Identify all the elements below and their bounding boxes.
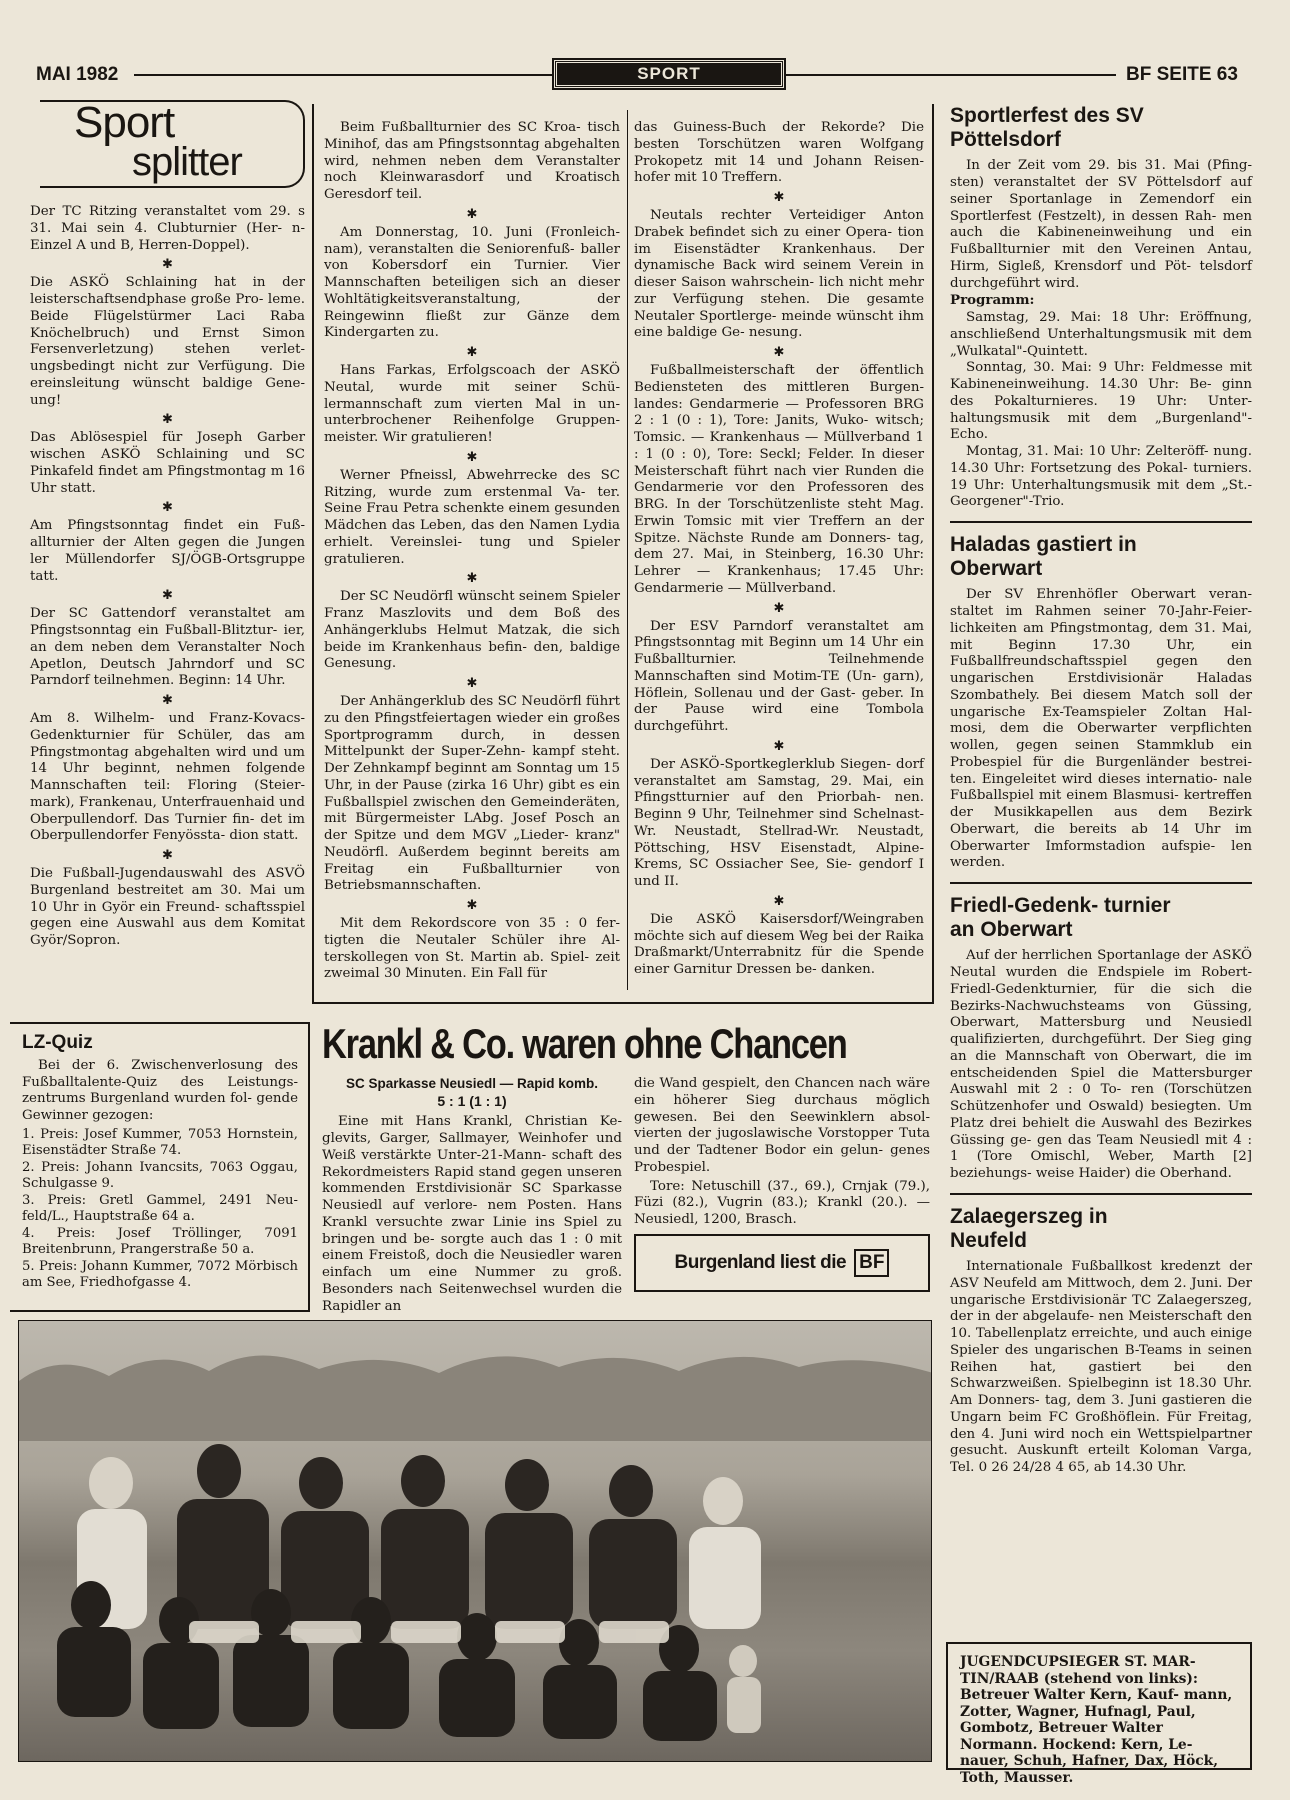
separator-star: ✱ — [162, 412, 173, 428]
friedl-text: Auf der herrlichen Sportanlage der ASKÖ Neutal wurden die Endspiele im Robert-Friedl-Gedenkturnier, für die sich die Bezirks-Nachwuchsteams von Güssing, Oberwart, Mattersburg und Neusiedl qualifizierten, durchgeführt. Der Sieg ging an die Mannschaft von Oberwart, die im entscheidenden Spiel die Mattersburger Auswahl mit 2 : 0 To- ren (Torschützen Schützenhofer und Oswald) besiegten. Um Platz drei behielt die Auswahl des Bezirkes Güssing ge- gen das Team Neusiedl mit 4 : 1 (Tore Omischl, Weber, Marth [2] beziehungs- weise Haider) die Oberhand. — [950, 948, 1252, 1182]
separator-star: ✱ — [773, 190, 785, 205]
sportlerfest-intro: In der Zeit vom 29. bis 31. Mai (Pfing- sten) veranstaltet der SV Pöttelsdorf auf seiner Sportanlage in Zemendorf ein Sportlerfest (Festzelt), in dessen Rah- men auch die Kabineneinweihung und ein Fußballturnier mit den Vereinen Antau, Hirm, Sigleß, Krensdorf und Pöt- telsdorf durchgeführt wird. — [950, 158, 1252, 291]
krankl-article — [322, 1020, 934, 1320]
brief-item: das Guiness-Buch der Rekorde? Die besten Torschützen waren Wolfgang Prokopetz mit 14 und Johann Reisen- hofer mit 10 Treffern. — [634, 120, 924, 186]
friedl-headline: Friedl-Gedenk- turnier an Oberwart — [950, 894, 1171, 942]
bf-advert[interactable] — [634, 1234, 930, 1292]
brief-item: Der ASKÖ-Sportkeglerklub Siegen- dorf veranstaltet am Samstag, 29. Mai, ein Pfingstturnier auf den Priorbah- nen. Beginn 9 Uhr, Teilnehmer sind Schelnast-Wr. Neustadt, Stellrad-Wr. Neustadt, Pöttsching, HSV Eisenstadt, Alpine-Krems, SC Ossiacher See, Sie- gendorf I und II. — [634, 756, 924, 889]
separator-star: ✱ — [773, 600, 785, 616]
splitter-item: Die ASKÖ Schlaining hat in der leisterschaftsendphase große Pro- leme. Beide Flügelstürmer Laci Raba Knöchelbruch) und Ernst Simon Fersenverletzung) stehen verlet- ungsbedingt nicht zur Verfügung. Die ereinsleitung wünscht baldige Gene- ung! — [30, 275, 305, 408]
krankl-col1 — [322, 1076, 622, 1317]
team-photo-graphic — [19, 1321, 932, 1762]
splitter-item: Der TC Ritzing veranstaltet vom 29. s 31. Mai sein 4. Clubturnier (Her- n-Einzel A und B, Herren-Doppel). — [30, 204, 305, 253]
brief-item: Neutals rechter Verteidiger Anton Drabek befindet sich zu einer Opera- tion im Eisenstädter Krankenhaus. Der dynamische Back wird seinem Verein in dieser Saison wahrschein- lich nicht mehr zur Verfügung stehen. Die gesamte Neutaler Sportlerge- meinde wünscht ihm eine baldige Ge- nesung. — [634, 208, 924, 341]
krankl-score: 5 : 1 (1 : 1) — [437, 1092, 507, 1109]
splitter-item: Am Pfingstsonntag findet ein Fuß- allturnier der Alten gegen die Jungen ler Müllendorfer SJ/ÖGB-Ortsgruppe tatt. — [30, 518, 305, 584]
separator-star: ✱ — [162, 257, 173, 273]
separator-star: ✱ — [466, 571, 478, 587]
header-rule-left — [134, 74, 554, 76]
separator-star: ✱ — [466, 898, 478, 913]
separator-star: ✱ — [162, 848, 173, 863]
brief-item: Der Anhängerklub des SC Neudörfl führt zu den Pfingstfeiertagen wieder ein großes Sportprogramm durch, in dessen Mittelpunkt der Super-Zehn- kampf steht. Der Zehnkampf beginnt am Sonntag um 15 Uhr, in der Pause (zirka 16 Uhr) gibt es ein Fußballspiel zwischen den Gemeinderäten, mit Bürgermeister LAbg. Josef Posch an der Spitze und dem MGV „Lieder- kranz" Neudörfl. Außerdem beginnt bereits am Freitag ein Fußballturnier von Betriebsmannschaften. — [324, 694, 620, 894]
brief-item: Die ASKÖ Kaisersdorf/Weingraben möchte sich auf diesem Weg bei der Raika Draßmarkt/Unterrabnitz für die Spende einer Garnitur Dressen be- danken. — [634, 911, 924, 977]
splitter-item: Am 8. Wilhelm- und Franz-Kovacs- Gedenkturnier für Schüler, das am Pfingstmontag abgehalten wird und um 14 Uhr beginnt, nehmen folgende Mannschaften teil: Floring (Steier- mark), Frankenau, Unterfrauenhaid und Oberpullendorf. Das Turnier fin- det im Oberpullendorfer Fenyössta- dion statt. — [30, 711, 305, 844]
separator-star: ✱ — [773, 893, 785, 909]
section-rule — [950, 1193, 1252, 1195]
header-date: MAI 1982 — [36, 64, 119, 85]
team-photo — [18, 1320, 932, 1762]
brief-item: Am Donnerstag, 10. Juni (Fronleich- nam), veranstalten die Seniorenfuß- baller von Kobersdorf ein Turnier. Vier Mannschaften beteiligen sich an dieser Wohltätigkeitsveranstaltung, der Reingewinn fließt zur Gänze dem Kindergarten zu. — [324, 224, 620, 341]
haladas-headline: Haladas gastiert in Oberwart — [950, 533, 1137, 581]
separator-star: ✱ — [466, 449, 478, 465]
brief-item: Werner Pfneissl, Abwehrrecke des SC Ritzing, wurde zum erstenmal Va- ter. Seine Frau Petra schenkte einem gesunden Mädchen das Leben, das den Namen Lydia erhielt. Vereinslei- tung und Spieler gratulieren. — [324, 467, 620, 567]
zalaegerszeg-headline: Zalaegerszeg in Neufeld — [950, 1204, 1108, 1252]
program-label: Programm: — [950, 292, 1035, 309]
quiz-winner: 4. Preis: Josef Tröllinger, 7091 Breitenbrunn, Prangerstraße 50 a. — [22, 1225, 298, 1258]
photo-caption-box — [946, 1642, 1252, 1786]
krankl-tore: Tore: Netuschill (37., 69.), Crnjak (79.), Füzi (82.), Vugrin (83.); Krankl (20.). — Neusiedl, 1200, Brasch. — [634, 1178, 930, 1227]
section-label: SPORT — [637, 64, 701, 83]
krankl-subhead: SC Sparkasse Neusiedl — Rapid komb. — [345, 1076, 599, 1091]
section-label-box — [554, 60, 784, 88]
right-column — [950, 104, 1252, 1477]
krankl-text-1: Eine mit Hans Krankl, Christian Ke- glevits, Garger, Sallmayer, Weinhofer und Weiß verstärkte Unter-21-Mann- schaft des Rekordmeisters Rapid stand gegen unseren kommenden Erstdivisionär SC Sparkasse Neusiedl auf verlore- nem Posten. Hans Krankl versuchte zwar Linie ins Spiel zu bringen und be- sorgte auch das 1 : 0 mit einem Freistoß, doch die Neusiedler waren einfach um eine Nummer zu groß. Besonders nach Seitenwechsel wurden die Rapidler an — [322, 1114, 622, 1314]
separator-star: ✱ — [162, 500, 173, 516]
krankl-col2 — [634, 1076, 930, 1231]
splitter-body — [30, 204, 305, 950]
zalaegerszeg-text: Internationale Fußballkost kredenzt der ASV Neufeld am Mittwoch, dem 2. Juni. Der ungarische Erstdivisionär TC Zalaegerszeg, der in der abgelaufe- nen Meisterschaft den 10. Tabellenplatz erreichte, und auch einige Spieler des ungarischen B-Teams in seinen Reihen hat, gastiert bei den Schwarzweißen. Spielbeginn ist 18.30 Uhr. Am Donners- tag, dem 3. Juni gastieren die Ungarn beim FC Großhöflein. Für Freitag, den 4. Juni wird noch ein Wettspielpartner gesucht. Auskunft erteilt Koloman Varga, Tel. 0 26 24/28 4 65, ab 14.30 Uhr. — [950, 1259, 1252, 1476]
lz-quiz-intro: Bei der 6. Zwischenverlosung des Fußballtalente-Quiz des Leistungs- zentrums Burgenland wurden fol- gende Gewinner gezogen: — [22, 1057, 298, 1124]
logo-word-sport: Sport — [74, 98, 175, 147]
treeline — [19, 1355, 932, 1441]
krankl-text-2: die Wand gespielt, den Chancen nach wäre ein höherer Sieg durchaus möglich gewesen. Bei den Seewinklern absol- vierten der jugoslawische Vorstopper Tuta und der Tadtener Bodor ein gelun- genes Probespiel. — [634, 1076, 930, 1175]
section-rule — [950, 521, 1252, 523]
brief-item: Mit dem Rekordscore von 35 : 0 fer- tigten die Neutaler Schüler ihre Al- terskollegen von St. Martin ab. Spiel- zeit zweimal 30 Minuten. Ein Fall für — [324, 916, 620, 982]
separator-star: ✱ — [162, 693, 173, 708]
advert-text: Burgenland liest die — [674, 1252, 847, 1273]
splitter-item: Der SC Gattendorf veranstaltet am Pfingstsonntag ein Fußball-Blitztur- ier, an dem neben dem Veranstalter Noch Apetlon, Deutsch Jahrndorf und SC Parndorf teilnehmen. Beginn: 14 Uhr. — [30, 606, 305, 689]
bf-logo: BF — [854, 1249, 889, 1277]
separator-star: ✱ — [162, 588, 173, 604]
brief-item: Fußballmeisterschaft der öffentlich Bediensteten des mittleren Burgen- landes: Gendarmerie — Professoren BRG 2 : 1 (0 : 1), Tore: Janits, Wuko- witsch; Tomsic. — Krankenhaus — Müllverband 1 : 1 (0 : 0), Tore: Seckl; Felder. In dieser Meisterschaft führt nach vier Runden die Gendarmerie vor den Professoren des BRG. In der Torschützenliste steht Mag. Erwin Tomsic mit vier Treffern an der Spitze. Nächste Runde am Donners- tag, dem 27. Mai, in Steinberg, 16.30 Uhr: Lehrer — Krankenhaus; 17.45 Uhr: Gendarmerie — Müllverband. — [634, 363, 924, 596]
quiz-winner: 5. Preis: Johann Kummer, 7072 Mörbisch am See, Friedhofgasse 4. — [22, 1258, 298, 1291]
section-rule — [950, 882, 1252, 884]
logo-word-splitter: splitter — [132, 140, 242, 184]
separator-star: ✱ — [466, 345, 478, 360]
lz-quiz-title: LZ-Quiz — [22, 1032, 93, 1053]
sportlerfest-headline: Sportlerfest des SV Pöttelsdorf — [950, 104, 1144, 152]
program-item: Montag, 31. Mai: 10 Uhr: Zelteröff- nung. 14.30 Uhr: Fortsetzung des Pokal- turniers. 19 Uhr: Unterhaltungsmusik mit dem „St.-Georgener"-Trio. — [950, 444, 1252, 510]
quiz-winner: 1. Preis: Josef Kummer, 7053 Hornstein, Eisenstädter Straße 74. — [22, 1126, 298, 1159]
quiz-winner: 2. Preis: Johann Ivancsits, 7063 Oggau, Schulgasse 9. — [22, 1159, 298, 1192]
quiz-winner: 3. Preis: Gretl Gammel, 2491 Neu- feld/L., Hauptstraße 64 a. — [22, 1192, 298, 1225]
brief-item: Der ESV Parndorf veranstaltet am Pfingstsonntag mit Beginn um 14 Uhr ein Fußballturnier. Teilnehmende Mannschaften sind Motim-TE (Un- garn), Höflein, Sollenau und der Gast- geber. In der Pause wird eine Tombola durchgeführt. — [634, 618, 924, 734]
brief-item: Der SC Neudörfl wünscht seinem Spieler Franz Maszlovits und dem Boß des Anhängerklubs Helmut Matzak, die sich beide im Krankenhaus befin- den, baldige Genesung. — [324, 589, 620, 672]
splitter-item: Die Fußball-Jugendauswahl des ASVÖ Burgenland bestreitet am 30. Mai um 10 Uhr in Györ ein Freund- schaftsspiel gegen eine Auswahl aus dem Komitat Györ/Sopron. — [30, 866, 305, 948]
separator-star: ✱ — [773, 345, 785, 360]
page-header — [36, 58, 1266, 98]
krankl-headline: Krankl & Co. waren ohne Chancen — [322, 1020, 847, 1067]
separator-star: ✱ — [466, 206, 478, 222]
brief-item: Hans Farkas, Erfolgscoach der ASKÖ Neutal, wurde mit seiner Schü- lermannschaft zum vierten Mal in un- unterbrochener Reihenfolge Gruppen- meister. Wir gratulieren! — [324, 363, 620, 445]
separator-star: ✱ — [773, 738, 785, 754]
briefs-box-border — [312, 104, 934, 1004]
sport-splitter-column — [18, 100, 308, 1000]
program-item: Sonntag, 30. Mai: 9 Uhr: Feldmesse mit Kabineneinweihung. 14.30 Uhr: Be- ginn des Pokalturnieres. 19 Uhr: Unter- haltungsmusik mit dem „Burgenland"- Echo. — [950, 360, 1252, 443]
lz-quiz-box — [10, 1022, 310, 1312]
haladas-text: Der SV Ehrenhöfler Oberwart veran- staltet im Rahmen seiner 70-Jahr-Feier- lichkeiten am Pfingstmontag, dem 31. Mai, mit Beginn 17.30 Uhr, ein Fußballfreundschaftsspiel gegen den ungarischen Erstdivisionär Haladas Szombathely. Bei diesem Match soll der ungarische Ex-Teamspieler Zoltan Hal- mosi, dem die Oberwarter verpflichten wollen, gegen seinen Stammklub ein Probespiel für die Burgenländer bestrei- ten. Eingeleitet wird dieses internatio- nale Fußballspiel mit einem Blasmusi- kertreffen der Musikkapellen aus dem Bezirk Oberwart, die bereits ab 14 Uhr im Oberwarter Imformstadion aufspie- len werden. — [950, 587, 1252, 871]
sport-splitter-logo — [40, 100, 305, 188]
photo-caption: JUGENDCUPSIEGER ST. MAR- TIN/RAAB (stehend von links): Betreuer Walter Kern, Kauf- mann, Zotter, Wagner, Hufnagl, Paul, Gombotz, Betreuer Walter Normann. Hockend: Kern, Le- nauer, Schuh, Hafner, Dax, Höck, Toth, Mausser. — [960, 1654, 1233, 1786]
splitter-item: Das Ablösespiel für Joseph Garber wischen ASKÖ Schlaining und SC Pinkafeld findet am Pfingstmontag m 16 Uhr statt. — [30, 430, 305, 496]
brief-item: Beim Fußballturnier des SC Kroa- tisch Minihof, das am Pfingstsonntag abgehalten wird, nehmen neben dem Veranstalter noch Kleinwarasdorf und Kroatisch Geresdorf teil. — [324, 120, 620, 202]
header-rule-right — [786, 74, 1116, 76]
separator-star: ✱ — [466, 676, 478, 691]
page-number: BF SEITE 63 — [1126, 64, 1238, 85]
program-item: Samstag, 29. Mai: 18 Uhr: Eröffnung, anschließend Unterhaltungsmusik mit dem „Wulkatal"-Quintett. — [950, 310, 1252, 359]
column-divider — [627, 110, 628, 990]
